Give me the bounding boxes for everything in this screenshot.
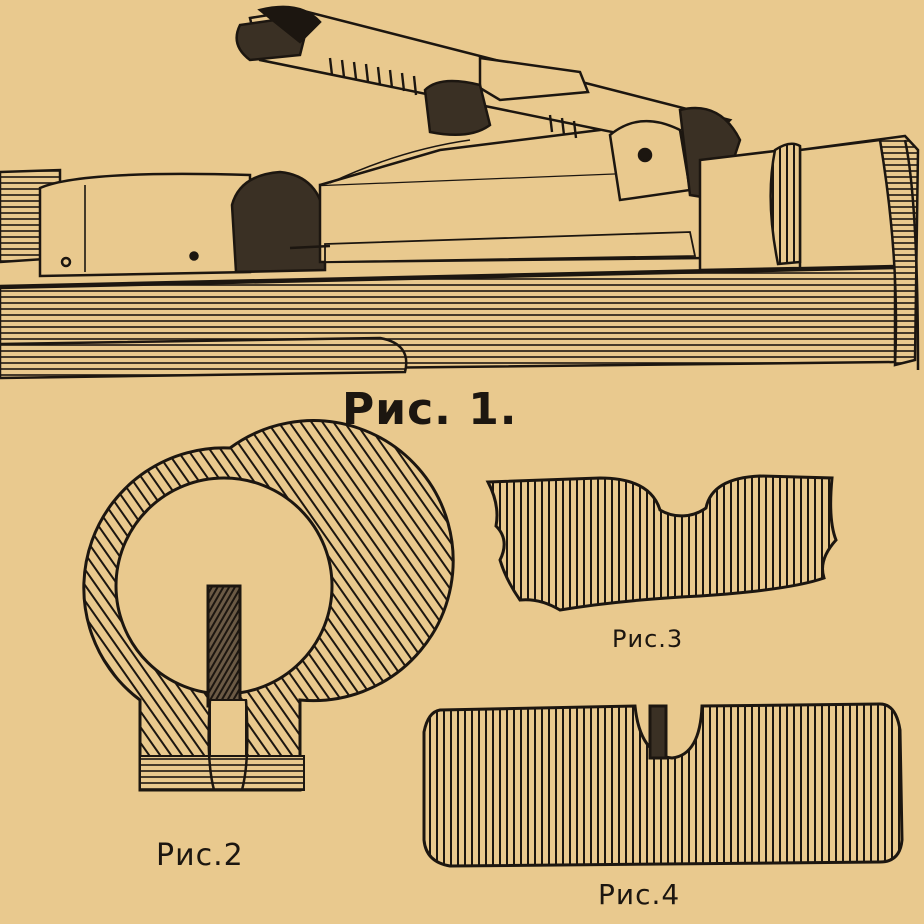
figure-2-caption: Рис.2 [156, 838, 244, 873]
figure-4-caption: Рис.4 [598, 878, 681, 911]
pivot-pin-icon [639, 149, 651, 161]
figure-3-notched-leaf [488, 476, 836, 610]
sight-pivot-block [232, 172, 325, 272]
figure-4-notched-plate [424, 704, 902, 866]
sight-base-band [40, 174, 250, 276]
slider-clamp [425, 81, 490, 135]
figure-2-ring-sight [84, 421, 453, 790]
notch-post [650, 706, 666, 758]
screw-icon [191, 253, 198, 260]
figure-3-caption: Рис.3 [612, 625, 684, 653]
post-base [210, 700, 246, 760]
ring-sight-foot [140, 756, 304, 790]
screw-icon [62, 258, 70, 266]
notched-leaf-body [488, 476, 836, 610]
barrel-rail [0, 338, 406, 378]
figure-1-rear-sight [0, 7, 918, 378]
hinge-knuckle [610, 121, 690, 200]
sight-post [208, 586, 240, 706]
figure-1-caption: Рис. 1. [342, 384, 518, 435]
rear-band-hatched [771, 144, 800, 264]
sight-slider [480, 58, 588, 100]
